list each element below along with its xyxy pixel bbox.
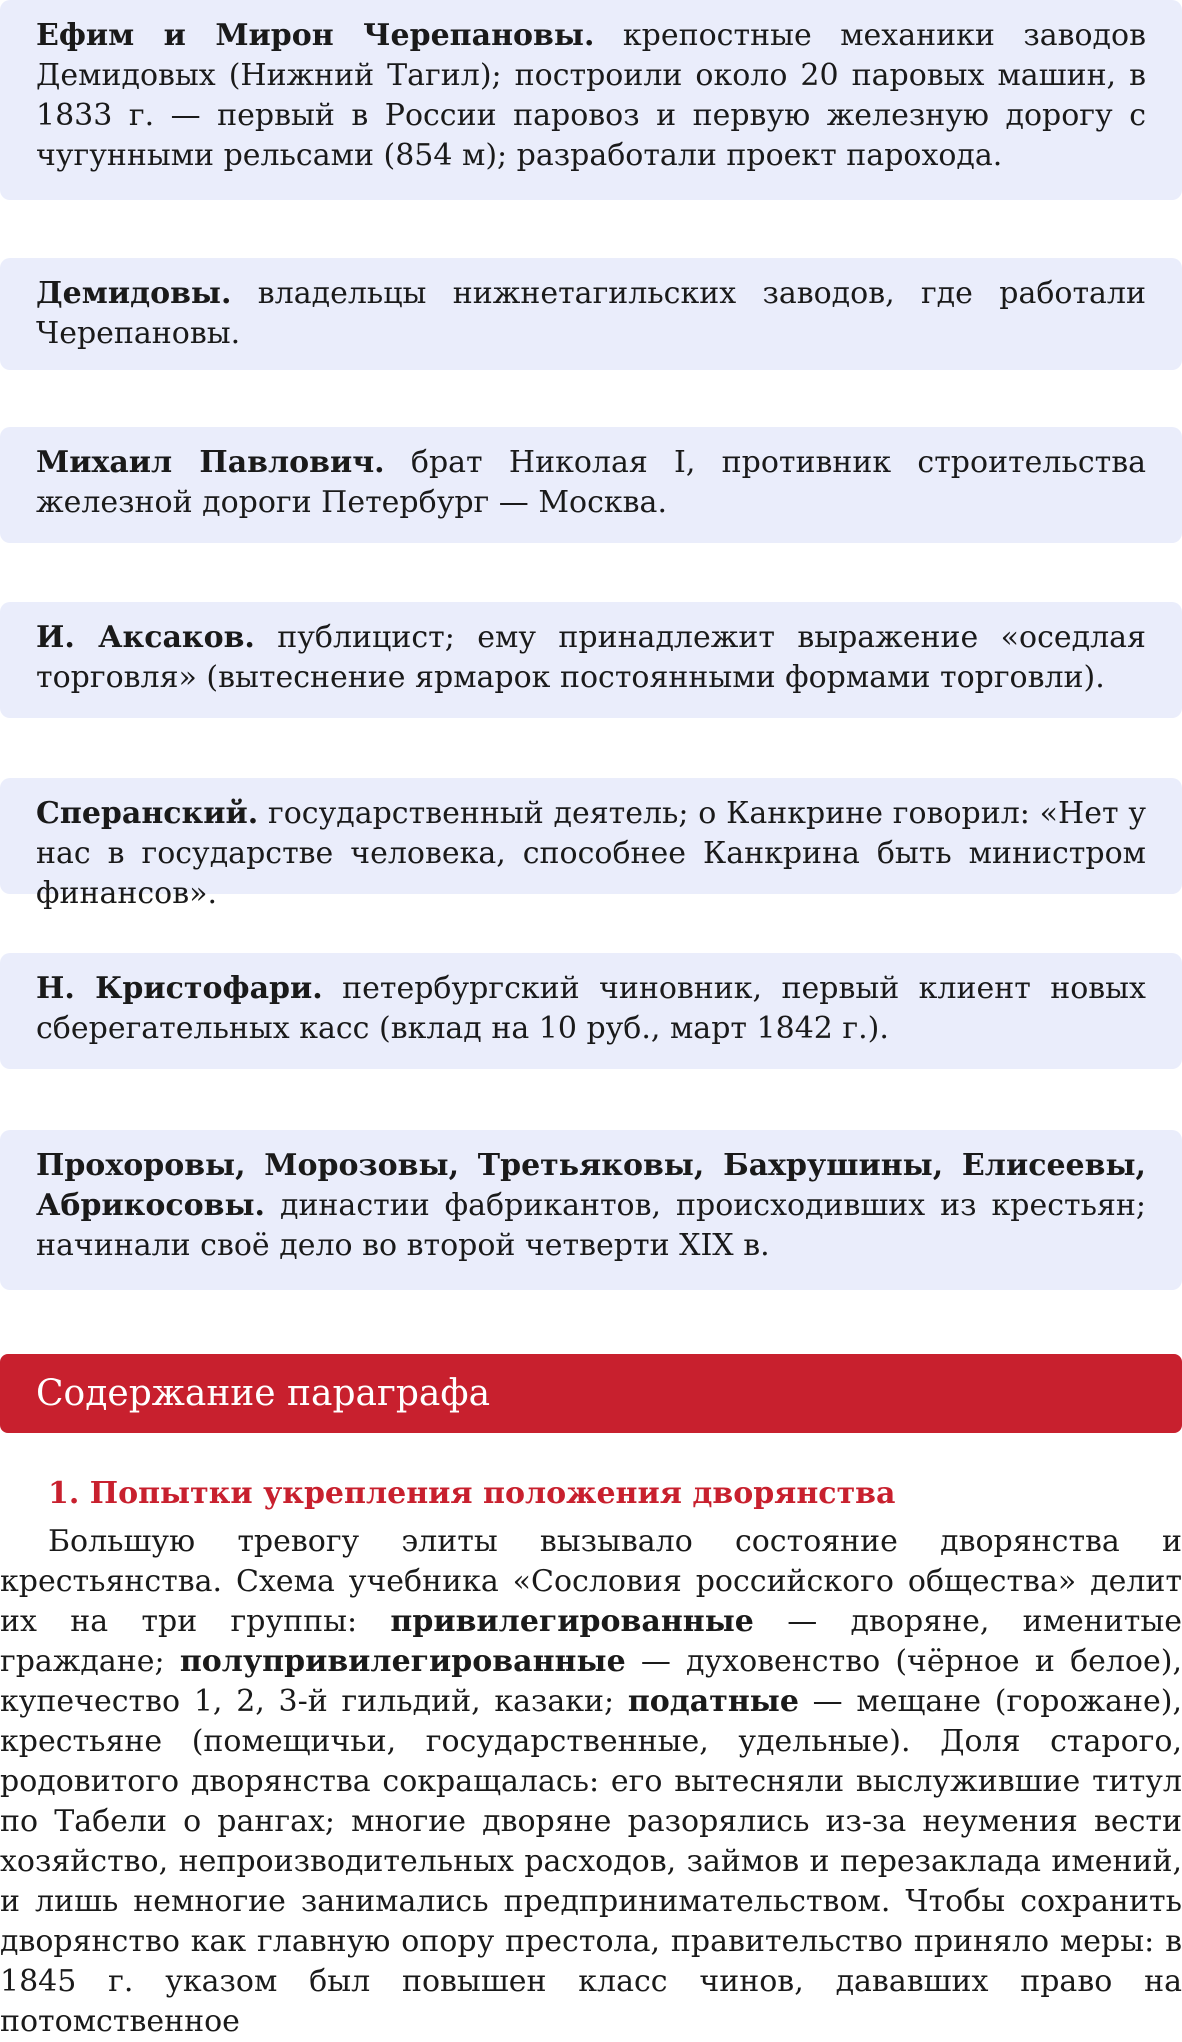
paragraph-bold-term: податные [627, 1684, 799, 1719]
glossary-definition: владельцы нижнетагильских заводов, где работали Черепановы. [36, 276, 1146, 351]
glossary-definition: публицист; ему принадлежит выражение «оседлая торговля» (вытеснение ярмарок постоянными формами торговли). [36, 620, 1146, 695]
paragraph-text: Большую тревогу элиты вызывало состояние дворянства и крестьянства. Схема учебника «Сословия российского общества» делит их на три группы: [0, 1524, 1182, 1639]
glossary-card-aksakov [0, 602, 1182, 718]
glossary-definition: крепостные механики заводов Демидовых (Нижний Тагил); построили около 20 паровых машин, в 1833 г. — первый в России паровоз и первую железную дорогу с чугунными рельсами (854 м); разработали проект парохода. [36, 18, 1146, 173]
glossary-definition: государственный деятель; о Канкрине говорил: «Нет у нас в государстве человека, способнее Канкрина быть министром финансов». [36, 796, 1146, 911]
section-banner: Содержание параграфа [0, 1354, 1182, 1433]
paragraph-text: — духовенство (чёрное и белое), купечество 1, 2, 3-й гильдий, казаки; [0, 1644, 1182, 1719]
section-paragraph [0, 1522, 1182, 2042]
glossary-card-kristofari [0, 953, 1182, 1069]
glossary-card-mikhail-pavlovich [0, 427, 1182, 543]
glossary-term: И. Аксаков. [36, 620, 255, 655]
glossary-term: Н. Кристофари. [36, 971, 323, 1006]
paragraph-bold-term: полупривилегированные [179, 1644, 626, 1679]
section-subheading: 1. Попытки укрепления положения дворянства [48, 1476, 896, 1511]
paragraph-bold-term: привилегированные [390, 1604, 754, 1639]
paragraph-text: — мещане (горожане), крестьяне (помещичьи, государственные, удельные). Доля старого, родовитого дворянства сокращалась: его вытесняли выслужившие титул по Табели о рангах; многие дворяне разорялись из-за неумения вести хозяйство, непроизводительных расходов, займов и перезаклада имений, и лишь немногие занимались предпринимательством. Чтобы сохранить дворянство как главную опору престола, правительство приняло меры: в 1845 г. указом был повышен класс чинов, дававших право на потомственное [0, 1684, 1182, 2039]
glossary-term: Михаил Павлович. [36, 445, 385, 480]
glossary-definition: петербургский чиновник, первый клиент новых сберегательных касс (вклад на 10 руб., март 1842 г.). [36, 971, 1146, 1046]
glossary-card-speransky [0, 778, 1182, 911]
glossary-term: Демидовы. [36, 276, 232, 311]
glossary-term: Ефим и Мирон Черепановы. [36, 18, 595, 53]
glossary-card-demidovy [0, 258, 1182, 370]
glossary-definition: династии фабрикантов, происходивших из крестьян; начинали своё дело во второй четверти XIX в. [36, 1188, 1146, 1263]
paragraph-text: — дворяне, именитые граждане; [0, 1604, 1182, 1679]
glossary-term: Сперанский. [36, 796, 259, 831]
glossary-term: Прохоровы, Морозовы, Третьяковы, Бахрушины, Елисеевы, Абрикосовы. [36, 1148, 1146, 1223]
glossary-definition: брат Николая I, противник строительства железной дороги Петербург — Москва. [36, 445, 1146, 520]
glossary-card-dynasties [0, 1130, 1182, 1290]
glossary-card-cherepanovy [0, 0, 1182, 200]
